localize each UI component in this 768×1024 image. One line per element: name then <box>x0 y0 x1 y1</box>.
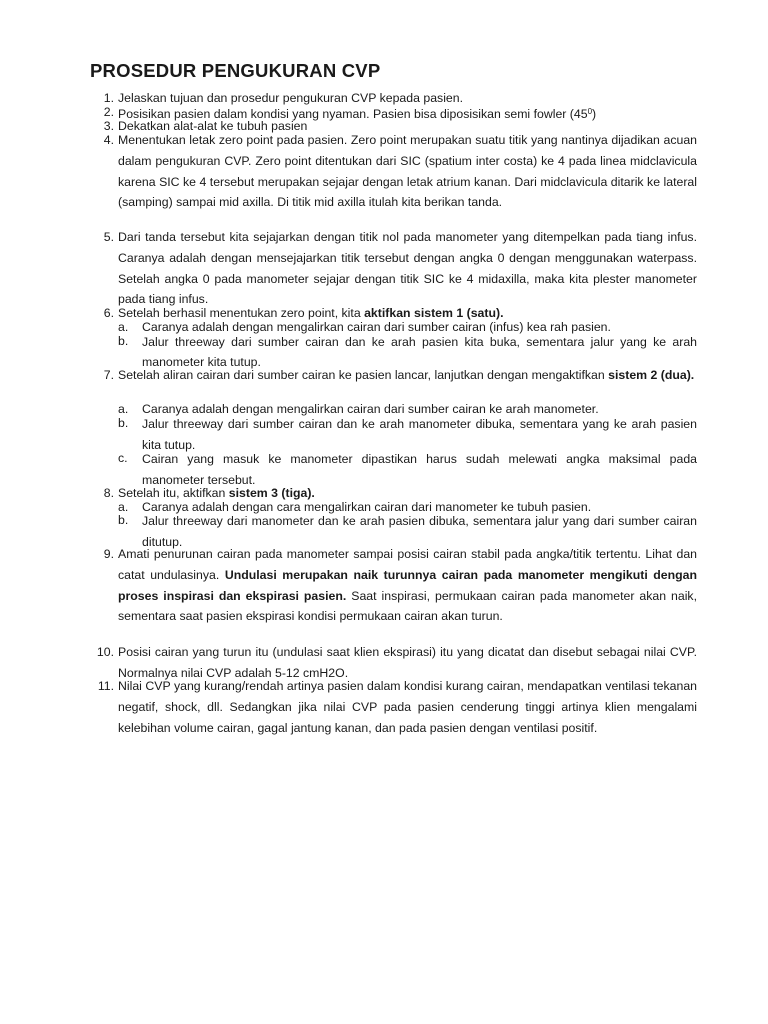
document-title: PROSEDUR PENGUKURAN CVP <box>90 60 381 81</box>
sub-item-text: Jalur threeway dari manometer dan ke arah pasien dibuka, sementara jalur yang dari sumber cairan ditutup. <box>142 514 697 549</box>
list-item-4 <box>90 130 697 213</box>
list-item-6 <box>90 306 697 320</box>
item-text: Menentukan letak zero point pada pasien. Zero point merupakan suatu titik yang nantinya dijadikan acuan dalam pengukuran CVP. Zero point ditentukan dari SIC (spatium inter costa) ke 4 pada linea midclavicula karena SIC ke 4 tersebut merupakan sejajar dengan letak atrium kanan. Dari midclavicula ditarik ke lateral (samping) sampai mid axilla. Di titik mid axilla itulah kita berikan tanda. <box>118 133 697 210</box>
item-number: 2. <box>103 105 114 119</box>
item-number: 5. <box>103 230 114 244</box>
item-text: Nilai CVP yang kurang/rendah artinya pasien dalam kondisi kurang cairan, mendapatkan ventilasi tekanan negatif, shock, dll. Sedangkan jika nilai CVP pada pasien cenderung tinggi artinya klien mengalami kelebihan volume cairan, gagal jantung kanan, dan pada pasien dengan ventilasi positif. <box>118 679 697 735</box>
bold-text: sistem 3 (tiga). <box>228 486 315 500</box>
sub-item-letter: a. <box>118 402 129 416</box>
item-number: 11. <box>97 679 114 693</box>
bold-text: aktifkan sistem 1 (satu). <box>364 306 504 320</box>
degree-superscript: 0 <box>587 107 593 116</box>
item-number: 9. <box>103 547 114 561</box>
sub-item-text: Caranya adalah dengan cara mengalirkan cairan dari manometer ke tubuh pasien. <box>142 500 592 514</box>
item-text <box>118 365 697 386</box>
list-item-7 <box>90 365 697 386</box>
item-text <box>118 306 697 320</box>
item-number: 3. <box>103 119 114 133</box>
item-text-part: Setelah berhasil menentukan zero point, kita <box>118 306 365 320</box>
sub-item-7c <box>118 449 697 491</box>
bold-text: sistem 2 (dua). <box>608 368 695 382</box>
item-text-part: ) <box>592 107 597 121</box>
sub-item-text: Jalur threeway dari sumber cairan dan ke arah manometer dibuka, sementara yang ke arah pasien kita tutup. <box>142 417 697 452</box>
item-number: 7. <box>103 368 114 382</box>
sub-item-text: Jalur threeway dari sumber cairan dan ke arah pasien kita buka, sementara jalur yang ke arah manometer kita tutup. <box>142 335 697 369</box>
item-number: 8. <box>103 486 114 500</box>
list-item-11 <box>90 676 697 738</box>
list-item-8 <box>90 486 697 500</box>
list-item-1 <box>90 91 697 105</box>
item-text <box>118 486 697 500</box>
sub-item-letter: b. <box>118 334 129 348</box>
sub-item-letter: c. <box>118 451 128 465</box>
item-text: Dekatkan alat-alat ke tubuh pasien <box>118 119 308 133</box>
item-number: 6. <box>103 306 114 320</box>
item-number: 1. <box>103 91 114 105</box>
sub-item-letter: a. <box>118 500 129 514</box>
bold-text: Undulasi merupakan naik turunnya cairan pada manometer mengikuti dengan proses inspirasi dan ekspirasi pasien. <box>118 567 698 603</box>
item-text: Dari tanda tersebut kita sejajarkan dengan titik nol pada manometer yang ditempelkan pada tiang infus. Caranya adalah dengan mensejajarkan titik tersebut dengan angka 0 dengan menggunakan waterpass. Setelah angka 0 pada manometer sejajar dengan titik SIC ke 4 midaxilla, maka kita plester manometer pada tiang infus. <box>118 230 697 307</box>
sub-item-text: Caranya adalah dengan mengalirkan cairan dari sumber cairan ke arah manometer. <box>142 402 599 416</box>
item-text-part: Amati penurunan cairan pada manometer sampai posisi cairan stabil pada angka/titik tertentu. Lihat dan catat undulasinya. <box>118 547 697 582</box>
sub-item-letter: a. <box>118 320 129 334</box>
item-number: 10. <box>96 645 114 659</box>
sub-item-letter: b. <box>118 416 129 430</box>
list-item-5 <box>90 227 697 310</box>
item-text-part: Posisikan pasien dalam kondisi yang nyaman. Pasien bisa diposisikan semi fowler (45 <box>118 107 588 121</box>
item-text <box>118 544 697 627</box>
item-text-part: Setelah aliran cairan dari sumber cairan ke pasien lancar, lanjutkan dengan mengaktifkan <box>118 368 609 382</box>
item-number: 4. <box>103 133 114 147</box>
item-text-part: Setelah itu, aktifkan <box>118 486 229 500</box>
item-text: Posisi cairan yang turun itu (undulasi saat klien ekspirasi) itu yang dicatat dan disebut sebagai nilai CVP. Normalnya nilai CVP adalah 5-12 cmH2O. <box>118 645 697 680</box>
sub-item-letter: b. <box>118 513 129 527</box>
sub-item-text: Cairan yang masuk ke manometer dipastikan harus sudah melewati angka maksimal pada manometer tersebut. <box>142 452 697 487</box>
item-text-part: Saat inspirasi, permukaan cairan pada manometer akan naik, sementara saat pasien ekspirasi kondisi permukaan cairan akan turun. <box>118 588 697 624</box>
list-item-9 <box>90 544 697 627</box>
item-text: Jelaskan tujuan dan prosedur pengukuran CVP kepada pasien. <box>118 91 464 105</box>
sub-item-text: Caranya adalah dengan mengalirkan cairan dari sumber cairan (infus) kea rah pasien. <box>142 320 611 334</box>
